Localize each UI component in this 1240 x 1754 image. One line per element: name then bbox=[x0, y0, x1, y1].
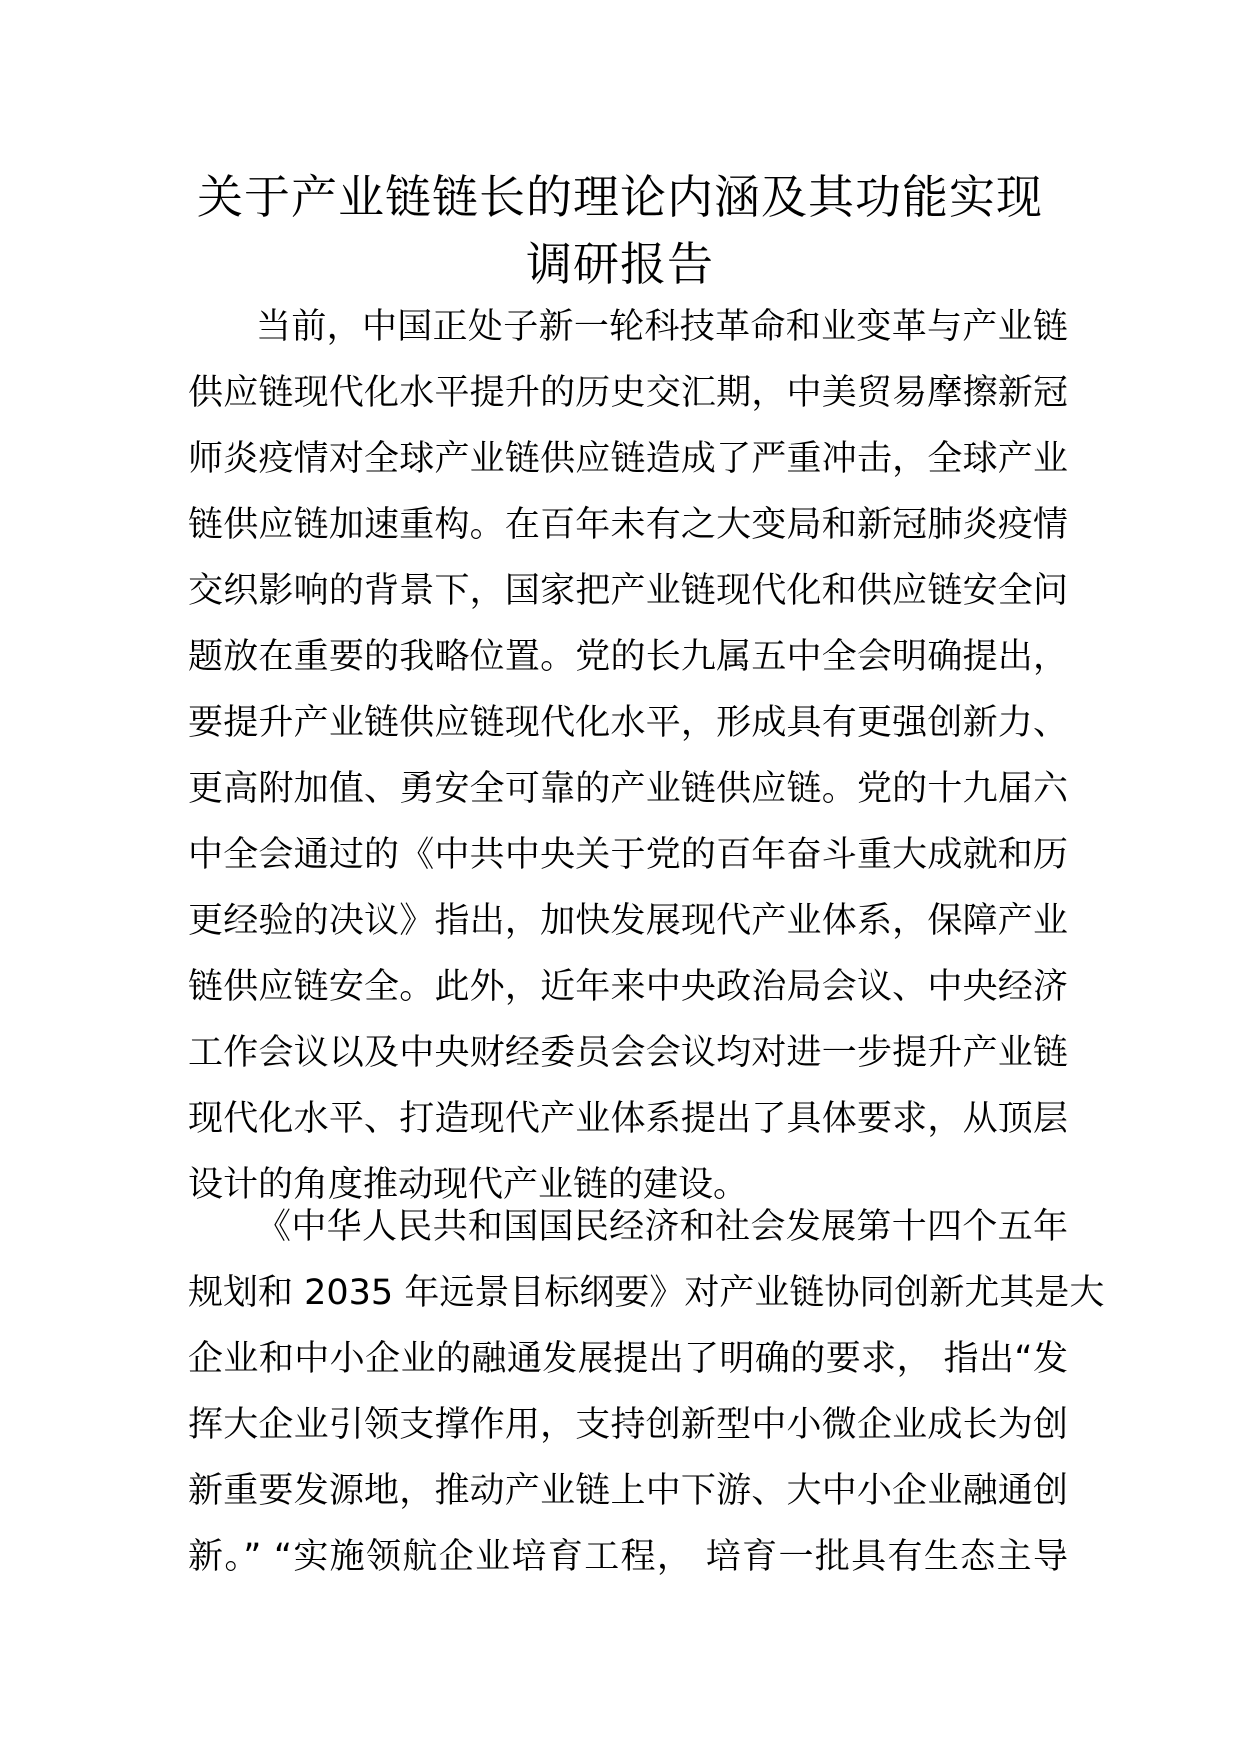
paragraph-line: 企业和中小企业的融通发展提出了明确的要求， 指出“发 bbox=[188, 1339, 1068, 1379]
paragraph-line: 《中华人民共和国国民经济和社会发展第十四个五年 bbox=[256, 1207, 1068, 1247]
paragraph-line: 交织影响的背景下，国家把产业链现代化和供应链安全问 bbox=[188, 571, 1068, 611]
paragraph-line: 链供应链加速重构。在百年未有之大变局和新冠肺炎疫情 bbox=[188, 505, 1068, 545]
paragraph-line: 链供应链安全。此外，近年来中央政治局会议、中央经济 bbox=[188, 967, 1068, 1007]
paragraph-line: 师炎疫情对全球产业链供应链造成了严重冲击，全球产业 bbox=[188, 439, 1068, 479]
paragraph-line: 中全会通过的《中共中央关于党的百年奋斗重大成就和历 bbox=[188, 835, 1068, 875]
paragraph-line: 当前，中国正处子新一轮科技革命和业变革与产业链 bbox=[256, 307, 1068, 347]
document-title-line-1: 关于产业链链长的理论内涵及其功能实现 bbox=[197, 170, 1043, 224]
paragraph-line: 要提升产业链供应链现代化水平，形成具有更强创新力、 bbox=[188, 703, 1068, 743]
paragraph-line: 新重要发源地，推动产业链上中下游、大中小企业融通创 bbox=[188, 1471, 1068, 1511]
paragraph-line: 更高附加值、勇安全可靠的产业链供应链。党的十九届六 bbox=[188, 769, 1068, 809]
paragraph-line: 新。” “实施领航企业培育工程， 培育一批具有生态主导 bbox=[188, 1537, 1068, 1577]
paragraph-2 bbox=[188, 1194, 1105, 1590]
paragraph-line: 更经验的决议》指出，加快发展现代产业体系，保障产业 bbox=[188, 901, 1068, 941]
paragraph-line: 现代化水平、打造现代产业体系提出了具体要求，从顶层 bbox=[188, 1099, 1068, 1139]
paragraph-line: 挥大企业引领支撑作用，支持创新型中小微企业成长为创 bbox=[188, 1405, 1068, 1445]
paragraph-line: 题放在重要的我略位置。党的长九属五中全会明确提出， bbox=[188, 637, 1068, 677]
document-title-line-2: 调研报告 bbox=[526, 237, 714, 291]
paragraph-line: 规划和 2035 年远景目标纲要》对产业链协同创新尤其是大 bbox=[188, 1273, 1105, 1313]
paragraph-line: 设计的角度推动现代产业链的建设。 bbox=[188, 1165, 749, 1205]
paragraph-1 bbox=[188, 294, 1068, 1218]
paragraph-line: 工作会议以及中央财经委员会会议均对进一步提升产业链 bbox=[188, 1033, 1068, 1073]
paragraph-line: 供应链现代化水平提升的历史交汇期，中美贸易摩擦新冠 bbox=[188, 373, 1068, 413]
